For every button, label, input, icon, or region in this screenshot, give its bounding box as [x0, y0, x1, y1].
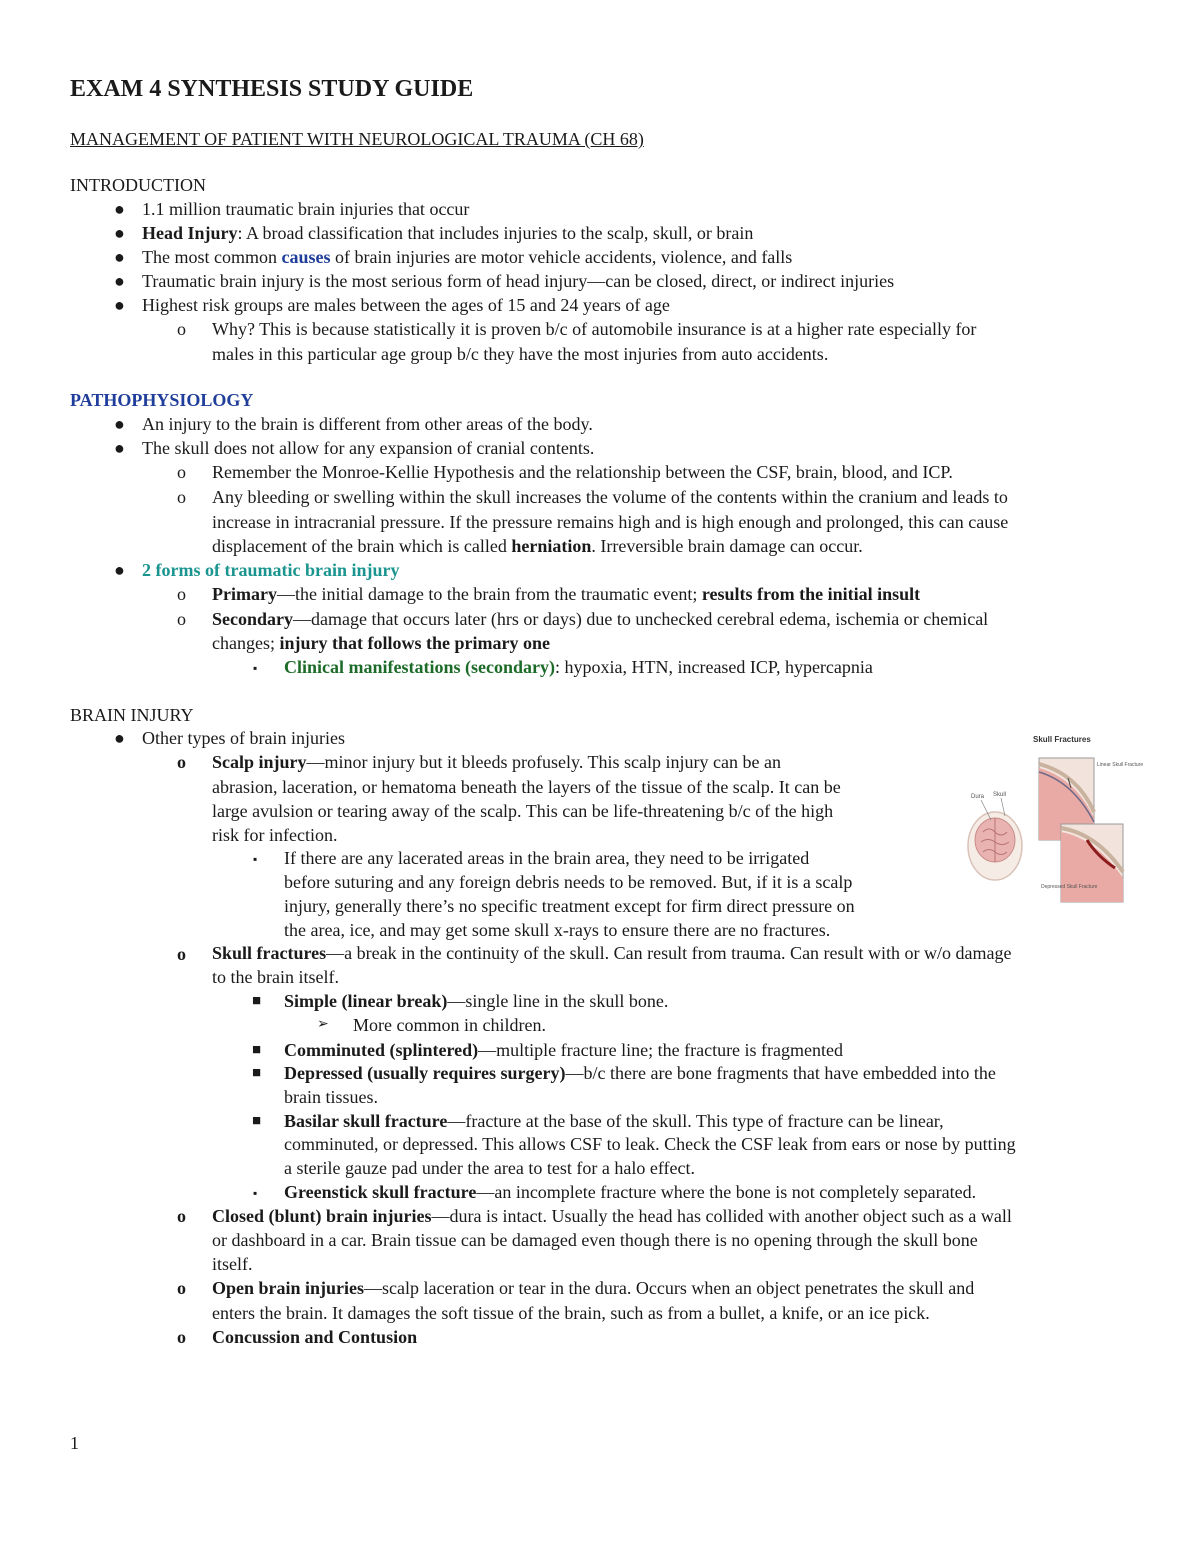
- square-bullet-icon: ▪: [253, 661, 258, 675]
- sub-list-item: Remember the Monroe-Kellie Hypothesis and the relationship between the CSF, brain, blood, and ICP.: [212, 462, 953, 482]
- sub-bullet-icon: o: [177, 944, 186, 964]
- page-title: EXAM 4 SYNTHESIS STUDY GUIDE: [70, 76, 474, 102]
- bullet-icon: ●: [114, 560, 125, 580]
- label-clinical-manifestations: Clinical manifestations (secondary): [284, 657, 555, 677]
- term-closed-injuries: Closed (blunt) brain injuries: [212, 1206, 432, 1226]
- bullet-icon: ●: [114, 223, 125, 243]
- list-item: Traumatic brain injury is the most serious form of head injury—can be closed, direct, or indirect injuries: [142, 271, 895, 291]
- text-span: : hypoxia, HTN, increased ICP, hypercapnia: [554, 657, 873, 677]
- bullet-icon: ●: [114, 414, 125, 434]
- list-item: The skull does not allow for any expansion of cranial contents.: [142, 438, 595, 458]
- section-heading-introduction: INTRODUCTION: [70, 175, 206, 195]
- emphasis-text: results from the initial insult: [701, 584, 921, 604]
- sub-sub-list-item: If there are any lacerated areas in the brain area, they need to be irrigated: [284, 848, 810, 868]
- bullet-icon: ●: [114, 199, 125, 219]
- sub-bullet-icon: o: [177, 609, 186, 629]
- bullet-icon: ●: [114, 728, 125, 748]
- text-span: —b/c there are bone fragments that have embedded into the: [565, 1063, 996, 1083]
- bullet-icon: ●: [114, 438, 125, 458]
- sub-list-item: Any bleeding or swelling within the skull increases the volume of the contents within the cranium and leads to: [212, 487, 1008, 507]
- sub-bullet-icon: o: [177, 1327, 186, 1347]
- sub-sub-list-item-continued: injury, generally there’s no specific treatment except for firm direct pressure on: [284, 896, 855, 916]
- text-span: changes;: [212, 633, 280, 653]
- sub-list-item-continued: increase in intracranial pressure. If the pressure remains high and is high enough and prolonged, this can cause: [212, 512, 1009, 532]
- term-open-injuries: Open brain injuries: [212, 1278, 365, 1298]
- label-linear-fracture: Linear Skull Fracture: [1097, 762, 1144, 768]
- term-scalp-injury: Scalp injury: [212, 752, 307, 772]
- list-item: Highest risk groups are males between the ages of 15 and 24 years of age: [142, 295, 670, 315]
- sub-list-item-continued: to the brain itself.: [212, 967, 339, 987]
- text-span: —an incomplete fracture where the bone is not completely separated.: [476, 1182, 977, 1202]
- bullet-icon: ●: [114, 271, 125, 291]
- term-comminuted: Comminuted (splintered): [284, 1040, 479, 1060]
- list-item: An injury to the brain is different from other areas of the body.: [142, 414, 593, 434]
- text-span: —fracture at the base of the skull. This type of fracture can be linear,: [447, 1111, 944, 1131]
- sub-list-item-continued: males in this particular age group b/c they have the most injuries from auto accidents.: [212, 344, 829, 364]
- square-bullet-icon: ■: [252, 1065, 262, 1081]
- sub-list-item: [212, 1276, 974, 1300]
- text-span: —damage that occurs later (hrs or days) due to unchecked cerebral edema, ischemia or chemical: [293, 609, 989, 629]
- bullet-icon: ●: [114, 247, 125, 267]
- label-dura: Dura: [971, 794, 985, 800]
- text-span: displacement of the brain which is called: [212, 536, 512, 556]
- sub-bullet-icon: o: [177, 462, 186, 482]
- list-item: Other types of brain injuries: [142, 728, 345, 748]
- sub-sub-list-item-continued: the area, ice, and may get some skull x-rays to ensure there are no fractures.: [284, 920, 831, 940]
- sub-list-item-continued: large avulsion or tearing away of the scalp. This can be life-threatening b/c of the high: [212, 801, 834, 821]
- skull-fractures-illustration: [965, 728, 1144, 910]
- square-bullet-icon: ▪: [253, 1186, 258, 1200]
- sub-list-item: [212, 1204, 1012, 1228]
- sub-sub-list-item: [284, 1180, 976, 1204]
- arrow-bullet-icon: ➢: [317, 1017, 329, 1032]
- sub-list-item-continued: risk for infection.: [212, 825, 338, 845]
- label-depressed-fracture: Depressed Skull Fracture: [1041, 884, 1098, 890]
- text-span: of brain injuries are motor vehicle accidents, violence, and falls: [330, 247, 793, 267]
- sub-list-item-continued: [212, 534, 863, 558]
- sub-list-item-continued: itself.: [212, 1254, 253, 1274]
- sub-bullet-icon: o: [177, 584, 186, 604]
- sub-list-item-continued: [212, 631, 550, 655]
- text-span: —a break in the continuity of the skull. Can result from trauma. Can result with or w/o damage: [326, 943, 1012, 963]
- bullet-icon: ●: [114, 295, 125, 315]
- list-item-forms: 2 forms of traumatic brain injury: [142, 560, 400, 580]
- list-item: 1.1 million traumatic brain injuries that occur: [142, 199, 470, 219]
- term-herniation: herniation: [511, 536, 592, 556]
- label-skull: Skull: [993, 792, 1007, 798]
- square-bullet-icon: ■: [252, 993, 262, 1009]
- term-depressed: Depressed (usually requires surgery): [284, 1063, 566, 1083]
- sub-list-item: [212, 607, 988, 631]
- term-basilar: Basilar skull fracture: [284, 1111, 448, 1131]
- note-item: More common in children.: [353, 1015, 546, 1035]
- term-simple-fracture: Simple (linear break): [284, 991, 448, 1011]
- chapter-heading: MANAGEMENT OF PATIENT WITH NEUROLOGICAL TRAUMA (CH 68): [70, 129, 644, 149]
- sub-list-item-continued: enters the brain. It damages the soft tissue of the brain, such as from a bullet, a knife, or an ice pick.: [212, 1303, 930, 1323]
- sub-sub-list-item-continued: brain tissues.: [284, 1087, 378, 1107]
- text-span: . Irreversible brain damage can occur.: [591, 536, 863, 556]
- sub-sub-list-item: [284, 1061, 996, 1085]
- term-secondary: Secondary: [212, 609, 293, 629]
- text-span: —multiple fracture line; the fracture is fragmented: [478, 1040, 844, 1060]
- sub-sub-list-item: [284, 1109, 944, 1133]
- sub-bullet-icon: o: [177, 752, 186, 772]
- square-bullet-icon: ■: [252, 1113, 262, 1129]
- sub-list-item-continued: abrasion, laceration, or hematoma beneath the layers of the tissue of the scalp. It can be: [212, 777, 841, 797]
- square-bullet-icon: ■: [252, 1042, 262, 1058]
- section-heading-pathophysiology: PATHOPHYSIOLOGY: [70, 390, 254, 410]
- sub-list-item-continued: or dashboard in a car. Brain tissue can be damaged even though there is no opening through the skull bone: [212, 1230, 978, 1250]
- sub-bullet-icon: o: [177, 1278, 186, 1298]
- sub-list-item: [212, 750, 781, 774]
- square-bullet-icon: ▪: [253, 852, 258, 866]
- sub-sub-list-item-continued: before suturing and any foreign debris needs to be removed. But, if it is a scalp: [284, 872, 853, 892]
- sub-sub-list-item-continued: a sterile gauze pad under the area to test for a halo effect.: [284, 1158, 695, 1178]
- text-span: —dura is intact. Usually the head has collided with another object such as a wall: [431, 1206, 1012, 1226]
- sub-sub-list-item: [284, 989, 668, 1013]
- term-concussion-contusion: Concussion and Contusion: [212, 1327, 418, 1347]
- definition-text: : A broad classification that includes injuries to the scalp, skull, or brain: [237, 223, 754, 243]
- sub-list-item: [212, 1325, 417, 1349]
- text-span: —scalp laceration or tear in the dura. Occurs when an object penetrates the skull and: [364, 1278, 975, 1298]
- term-greenstick: Greenstick skull fracture: [284, 1182, 477, 1202]
- figure-title: Skull Fractures: [1033, 735, 1091, 744]
- sub-list-item: [212, 941, 1012, 965]
- page-number: 1: [70, 1433, 79, 1453]
- sub-sub-list-item-continued: comminuted, or depressed. This allows CSF to leak. Check the CSF leak from ears or nose by putting: [284, 1134, 1016, 1154]
- term-skull-fractures: Skull fractures: [212, 943, 327, 963]
- sub-list-item: Why? This is because statistically it is proven b/c of automobile insurance is at a higher rate especially for: [212, 319, 977, 339]
- term-head-injury: Head Injury: [142, 223, 238, 243]
- text-span: The most common: [142, 247, 282, 267]
- list-item: [142, 245, 792, 269]
- sub-sub-list-item: [284, 1038, 843, 1062]
- emphasis-text: injury that follows the primary one: [279, 633, 550, 653]
- term-primary: Primary: [212, 584, 277, 604]
- sub-bullet-icon: o: [177, 487, 186, 507]
- text-span: —single line in the skull bone.: [447, 991, 669, 1011]
- text-span: —minor injury but it bleeds profusely. This scalp injury can be an: [306, 752, 781, 772]
- keyword-causes: causes: [281, 247, 331, 267]
- list-item: [142, 221, 753, 245]
- sub-list-item: [212, 582, 920, 606]
- sub-bullet-icon: o: [177, 319, 186, 339]
- sub-bullet-icon: o: [177, 1206, 186, 1226]
- sub-sub-list-item: [284, 655, 873, 679]
- text-span: —the initial damage to the brain from the traumatic event;: [276, 584, 702, 604]
- section-heading-brain-injury: BRAIN INJURY: [70, 705, 194, 725]
